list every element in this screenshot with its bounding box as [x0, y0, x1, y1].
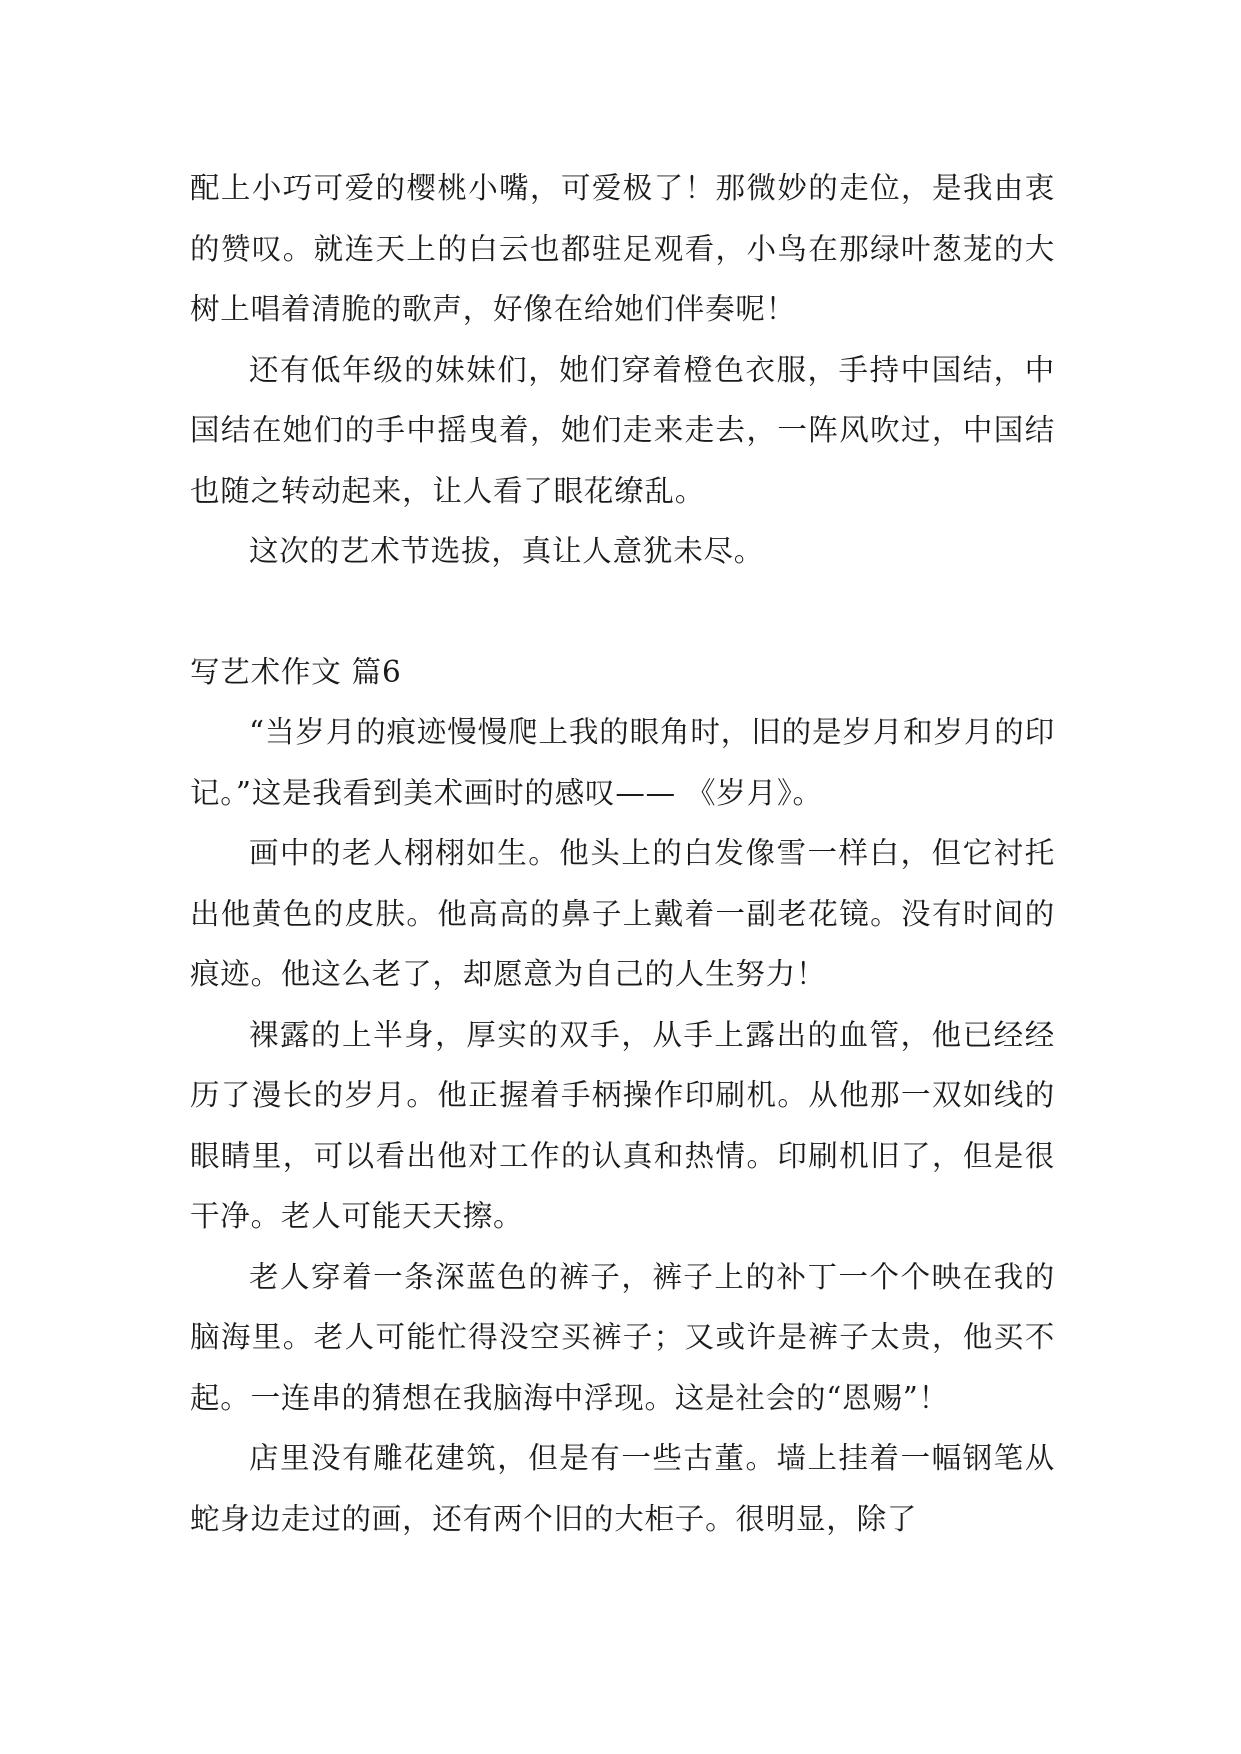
paragraph: 裸露的上半身，厚实的双手，从手上露出的血管，他已经经历了漫长的岁月。他正握着手柄操作印刷机。从他那一双如线的眼睛里，可以看出他对工作的认真和热情。印刷机旧了，但是很干净。老人可能天天擦。: [190, 1017, 1055, 1233]
paragraph: 店里没有雕花建筑，但是有一些古董。墙上挂着一幅钢笔从蛇身边走过的画，还有两个旧的大柜子。很明显，除了: [190, 1441, 1055, 1536]
paragraph: 这次的艺术节选拔，真让人意犹未尽。: [249, 534, 765, 568]
section-title: 写艺术作文 篇6: [190, 654, 402, 689]
section-gap: [190, 582, 1055, 642]
document-body: [190, 158, 1055, 1549]
paragraph: 画中的老人栩栩如生。他头上的白发像雪一样白，但它衬托出他黄色的皮肤。他高高的鼻子上戴着一副老花镜。没有时间的痕迹。他这么老了，却愿意为自己的人生努力！: [190, 836, 1055, 991]
paragraph: 还有低年级的妹妹们，她们穿着橙色衣服，手持中国结，中国结在她们的手中摇曳着，她们走来走去，一阵风吹过，中国结也随之转动起来，让人看了眼花缭乱。: [190, 352, 1055, 508]
paragraph-continued: 配上小巧可爱的樱桃小嘴，可爱极了！那微妙的走位，是我由衷的赞叹。就连天上的白云也都驻足观看，小鸟在那绿叶葱茏的大树上唱着清脆的歌声，好像在给她们伴奏呢！: [190, 171, 1055, 326]
paragraph: “当岁月的痕迹慢慢爬上我的眼角时，旧的是岁月和岁月的印记。”这是我看到美术画时的感叹—— 《岁月》。: [190, 715, 1055, 810]
paragraph: 老人穿着一条深蓝色的裤子，裤子上的补丁一个个映在我的脑海里。老人可能忙得没空买裤子；又或许是裤子太贵，他买不起。一连串的猜想在我脑海中浮现。这是社会的“恩赐”！: [190, 1259, 1055, 1415]
